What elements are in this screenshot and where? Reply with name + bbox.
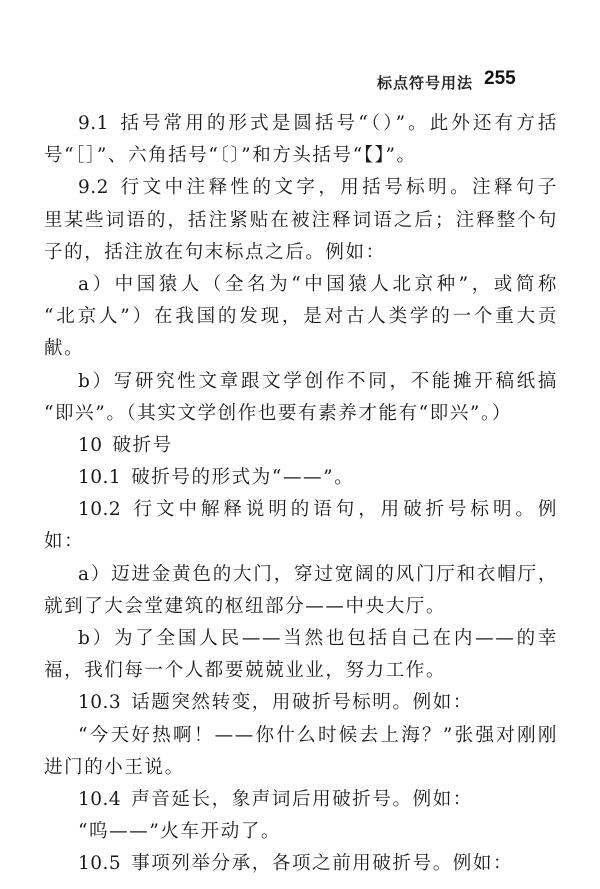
line-text: a）迈进金黄色的大门，穿过宽阔的风门厅和衣帽厅，	[78, 563, 558, 585]
line-text: 事项列举分承，各项之前用破折号。例如：	[131, 853, 514, 875]
section-number: 10	[78, 434, 103, 456]
text-line	[44, 816, 558, 848]
page-number: 255	[484, 68, 516, 89]
text-line	[44, 687, 558, 719]
text-line	[44, 526, 558, 558]
line-text: 破折号的形式为“——”。	[131, 467, 355, 489]
line-text: 行文中解释说明的语句，用破折号标明。例	[131, 499, 558, 521]
text-line	[44, 591, 558, 623]
section-number: 10.5	[78, 853, 122, 875]
section-number: 10.2	[78, 499, 122, 521]
text-line	[44, 333, 558, 365]
section-number: 9.2	[78, 177, 109, 199]
text-line	[44, 108, 558, 140]
line-text: 声音延长，象声词后用破折号。例如：	[131, 788, 473, 810]
line-text: 行文中注释性的文字，用括号标明。注释句子	[118, 177, 558, 199]
text-line	[44, 366, 558, 398]
text-line	[44, 430, 558, 462]
line-text: 子的，括注放在句末标点之后。例如：	[44, 241, 386, 263]
line-text: 进门的小王说。	[44, 756, 185, 778]
section-number: 10.4	[78, 788, 122, 810]
text-line	[44, 720, 558, 752]
text-line	[44, 623, 558, 655]
text-line	[44, 784, 558, 816]
text-line	[44, 752, 558, 784]
section-number: 9.1	[78, 113, 109, 134]
section-number: 10.1	[78, 467, 122, 489]
text-line	[44, 172, 558, 204]
line-text: 里某些词语的，括注紧贴在被注释词语之后；注释整个句	[44, 209, 558, 231]
text-line	[44, 269, 558, 301]
running-header	[0, 68, 600, 98]
line-text: 如：	[44, 531, 85, 553]
line-text: 括号常用的形式是圆括号“（）”。此外还有方括	[118, 113, 558, 134]
line-text: 献。	[44, 338, 85, 360]
text-line	[44, 559, 558, 591]
chapter-title: 标点符号用法	[377, 74, 474, 92]
line-text: 就到了大会堂建筑的枢纽部分——中央大厅。	[44, 595, 447, 617]
line-text: 号“［］”、六角括号“〔〕”和方头括号“【】”。	[44, 145, 417, 167]
text-line	[44, 655, 558, 687]
text-line	[44, 848, 558, 880]
page-body	[44, 108, 558, 881]
line-text: 破折号	[112, 434, 173, 456]
text-line	[44, 237, 558, 269]
text-line	[44, 494, 558, 526]
line-text: “今天好热啊！——你什么时候去上海？”张强对刚刚	[78, 724, 558, 746]
text-line	[44, 205, 558, 237]
line-text: “北京人”）在我国的发现，是对古人类学的一个重大贡	[44, 306, 558, 328]
line-text: b）写研究性文章跟文学创作不同，不能摊开稿纸搞	[78, 370, 558, 392]
text-line	[44, 398, 558, 430]
text-line	[44, 301, 558, 333]
line-text: a）中国猿人（全名为“中国猿人北京种”，或简称	[78, 273, 558, 295]
line-text: “呜——”火车开动了。	[78, 821, 282, 843]
line-text: “即兴”。（其实文学创作也要有素养才能有“即兴”。）	[44, 402, 512, 424]
line-text: 福，我们每一个人都要兢兢业业，努力工作。	[44, 660, 447, 682]
text-line	[44, 462, 558, 494]
line-text: b）为了全国人民——当然也包括自己在内——的幸	[78, 628, 558, 649]
section-number: 10.3	[78, 692, 122, 714]
text-line	[44, 140, 558, 172]
line-text: 话题突然转变，用破折号标明。例如：	[131, 692, 473, 714]
